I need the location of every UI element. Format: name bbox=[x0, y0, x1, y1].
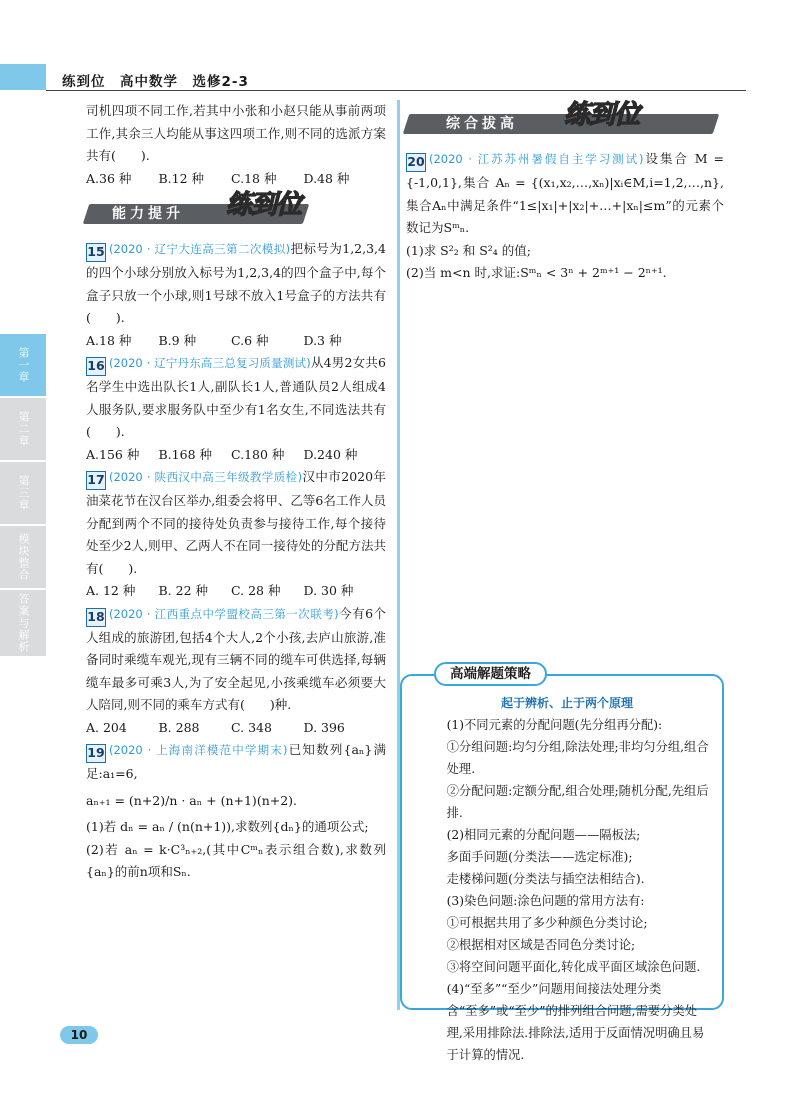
strategy-line: ②分配问题:定额分配,组合处理;随机分配,先组后排. bbox=[446, 784, 709, 820]
right-column bbox=[406, 100, 724, 285]
banner-logo: 练到位 bbox=[226, 190, 302, 220]
strategy-line: (2)相同元素的分配问题——隔板法; bbox=[446, 828, 641, 842]
options-17 bbox=[86, 580, 376, 603]
option-c: C.180 种 bbox=[231, 446, 285, 462]
option-d: D. 396 bbox=[303, 719, 345, 735]
header-tab-marker bbox=[0, 64, 46, 90]
question-source: (2020 · 江西重点中学盟校高三第一次联考) bbox=[109, 606, 339, 621]
options-15 bbox=[86, 330, 376, 353]
strategy-subtitle: 起于辨析、止于两个原理 bbox=[500, 696, 633, 710]
question-source: (2020 · 辽宁丹东高三总复习质量测试) bbox=[109, 356, 311, 370]
strategy-line: ①分组问题:均匀分组,除法处理;非均匀分组,组合处理. bbox=[446, 740, 709, 776]
question-part-2: (2)若 aₙ = k·C³ₙ₊₂,(其中Cᵐₙ表示组合数),求数列{aₙ}的前n项和Sₙ. bbox=[86, 841, 386, 879]
sidebar-tab-chapter-1[interactable]: 第一章 bbox=[0, 334, 46, 396]
option-b: B.168 种 bbox=[158, 446, 212, 462]
strategy-box bbox=[400, 662, 724, 1062]
header-rule bbox=[46, 90, 746, 91]
strategy-tag: 高端解题策略 bbox=[434, 662, 547, 686]
banner-label: 能力提升 bbox=[112, 206, 184, 222]
sidebar-tab-answers[interactable]: 答案与解析 bbox=[0, 590, 46, 656]
question-19 bbox=[86, 739, 386, 884]
option-c: C. 28 种 bbox=[231, 583, 281, 598]
option-d: D.3 种 bbox=[303, 332, 342, 348]
question-text: 从4男2女共6名学生中选出队长1人,副队长1人,普通队员2人组成4人服务队,要求服务队中至少有1名女生,不同选法共有( ). bbox=[86, 355, 387, 439]
page-title: 练到位 高中数学 选修2-3 bbox=[62, 74, 249, 90]
question-part-1: (1)若 dₙ = aₙ / (n(n+1)),求数列{dₙ}的通项公式; bbox=[86, 819, 369, 834]
option-a: A. 12 种 bbox=[86, 583, 136, 598]
strategy-line: (1)不同元素的分配问题(先分组再分配): bbox=[446, 718, 663, 732]
strategy-line: (4)“至多”“至少”问题用间接法处理分类 bbox=[446, 982, 662, 996]
strategy-line: (3)染色问题:涂色问题的常用方法有: bbox=[446, 894, 645, 908]
question-number: 17 bbox=[86, 471, 106, 490]
question-14-continued: 司机四项不同工作,若其中小张和小赵只能从事前两项工作,其余三人均能从事这四项工作,则不同的选派方案共有( ). A.36 种 B.12 种 C.18 种 D.48 种 bbox=[86, 100, 386, 190]
question-number: 15 bbox=[86, 243, 106, 262]
question-20 bbox=[406, 148, 724, 285]
option-a: A.18 种 bbox=[86, 332, 132, 348]
option-d: D. 30 种 bbox=[303, 583, 354, 598]
option-c: C. 348 bbox=[231, 719, 272, 735]
question-16 bbox=[86, 352, 386, 466]
question-part-2: (2)当 m<n 时,求证:Sᵐₙ < 3ⁿ + 2ᵐ⁺¹ − 2ⁿ⁺¹. bbox=[406, 265, 667, 280]
strategy-line: ①可根据共用了多少种颜色分类讨论; bbox=[446, 916, 648, 930]
option-a: A.36 种 bbox=[86, 170, 132, 186]
option-d: D.240 种 bbox=[303, 446, 358, 462]
question-text: 把标号为1,2,3,4的四个小球分别放入标号为1,2,3,4的四个盒子中,每个盒子只放一个小球,则1号球不放入1号盒子的方法共有( ). bbox=[86, 241, 386, 325]
option-b: B.9 种 bbox=[158, 332, 197, 348]
sidebar-tab-chapter-2[interactable]: 第二章 bbox=[0, 398, 46, 460]
question-text: 设集合 M = {-1,0,1},集合 Aₙ = {(x₁,x₂,…,xₙ)|xᵢ∈M,i=1,2,…,n},集合Aₙ中满足条件“1≤|x₁|+|x₂|+…+|xₙ|≤m”的元素个数记为Sᵐₙ. bbox=[406, 151, 724, 235]
option-a: A.156 种 bbox=[86, 446, 140, 462]
question-intro: 已知数列{aₙ}满足:a₁=6, bbox=[86, 742, 386, 781]
options-18 bbox=[86, 717, 376, 740]
question-number: 16 bbox=[86, 357, 106, 376]
question-18 bbox=[86, 603, 386, 740]
option-c: C.6 种 bbox=[231, 332, 269, 348]
question-number: 18 bbox=[86, 608, 106, 627]
strategy-line: 多面手问题(分类法——选定标准); bbox=[446, 850, 633, 864]
question-text: 今有6个人组成的旅游团,包括4个大人,2个小孩,去庐山旅游,准备同时乘缆车观光,现有三辆不同的缆车可供选择,每辆缆车最多可乘3人,为了安全起见,小孩乘缆车必须要大人陪同,则不同的乘车方式有( )种. bbox=[86, 605, 386, 712]
question-number: 19 bbox=[86, 744, 106, 763]
banner-logo: 练到位 bbox=[564, 100, 640, 130]
question-17 bbox=[86, 466, 386, 603]
option-d: D.48 种 bbox=[303, 170, 350, 186]
strategy-body bbox=[422, 692, 712, 1066]
strategy-line: ②根据相对区域是否同色分类讨论; bbox=[446, 938, 636, 952]
option-b: B.12 种 bbox=[158, 170, 205, 186]
strategy-line: ③将空间问题平面化,转化成平面区域涂色问题. bbox=[446, 960, 701, 974]
question-source: (2020 · 江苏苏州暑假自主学习测试) bbox=[429, 152, 644, 166]
question-text: 汉中市2020年油菜花节在汉台区举办,组委会将甲、乙等6名工作人员分配到两个不同的接待处负责参与接待工作,每个接待处至少2人,则甲、乙两人不在同一接待处的分配方法共有( ). bbox=[86, 469, 386, 576]
left-column bbox=[86, 100, 386, 884]
sidebar-tab-chapter-3[interactable]: 第三章 bbox=[0, 462, 46, 524]
options-16 bbox=[86, 444, 376, 467]
recurrence-formula: aₙ₊₁ = (n+2)/n · aₙ + (n+1)(n+2). bbox=[86, 792, 298, 808]
option-a: A. 204 bbox=[86, 719, 127, 735]
question-part-1: (1)求 S²₂ 和 S²₄ 的值; bbox=[406, 242, 531, 258]
options-14 bbox=[86, 168, 376, 191]
question-source: (2020 · 上海南洋模范中学期末) bbox=[109, 743, 288, 757]
option-c: C.18 种 bbox=[231, 170, 277, 186]
option-b: B. 288 bbox=[158, 719, 200, 735]
section-banner-ability bbox=[86, 190, 386, 230]
banner-label: 综合拔高 bbox=[446, 116, 518, 132]
question-number: 20 bbox=[406, 153, 426, 172]
option-b: B. 22 种 bbox=[158, 583, 209, 598]
strategy-line: 走楼梯问题(分类法与插空法相结合). bbox=[446, 872, 645, 886]
section-banner-comprehensive bbox=[406, 100, 724, 140]
page-number: 10 bbox=[60, 1026, 98, 1044]
question-15 bbox=[86, 238, 386, 352]
sidebar-tab-module[interactable]: 模块整合 bbox=[0, 526, 46, 588]
question-source: (2020 · 辽宁大连高三第二次模拟) bbox=[109, 242, 291, 256]
question-source: (2020 · 陕西汉中高三年级教学质检) bbox=[109, 470, 303, 484]
strategy-line: 含“至多”或“至少”的排列组合问题,需要分类处理,采用排除法.排除法,适用于反面情况明确且易于计算的情况. bbox=[446, 1004, 705, 1062]
